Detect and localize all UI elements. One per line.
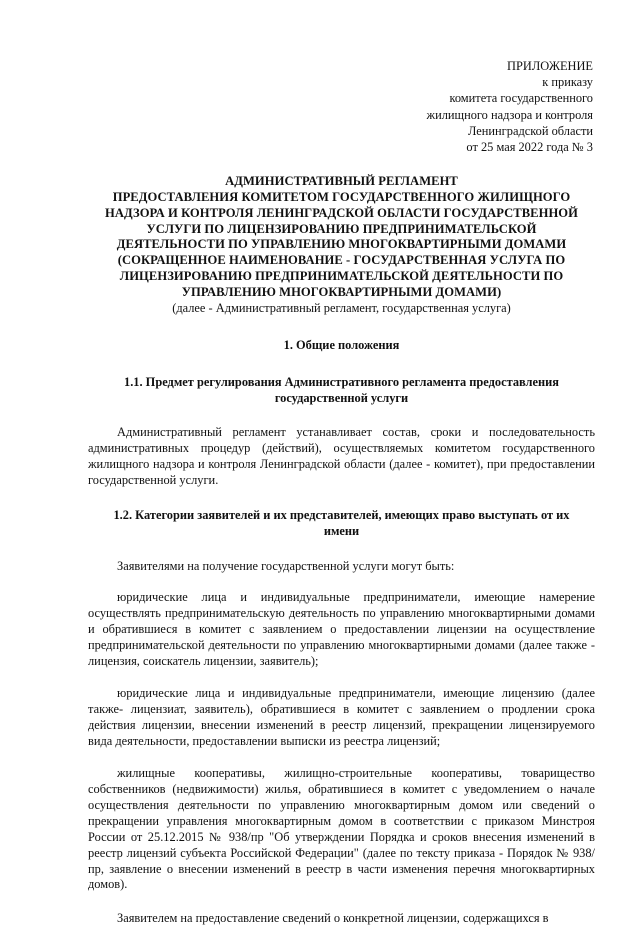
appendix-line: от 25 мая 2022 года № 3 [466,140,593,155]
heading-line: имени [323,524,360,539]
appendix-line: Ленинградской области [467,123,593,138]
appendix-line: жилищного надзора и контроля [426,107,593,122]
body-paragraph: жилищные кооперативы, жилищно-строительные кооперативы, товарищество собственников (недвижимости) жилья, обратившиеся в комитет с уведомлением о начале осуществления деятельности по управлению многоквартирным домом или сведений о прекращении управления многоквартирным домом в соответствии с приказом Минстроя России от 25.12.2015 № 938/пр "Об утверждении Порядка и сроков внесения изменений в реестр лицензий субъекта Российской Федерации" (далее по тексту приказа - Порядок № 938/пр, заявление о внесении изменений в реестр в части изменения перечня многоквартирных домов). [88,766,595,892]
title-line: УПРАВЛЕНИЮ МНОГОКВАРТИРНЫМИ ДОМАМИ) [181,284,502,299]
title-line: ЛИЦЕНЗИРОВАНИЮ ПРЕДПРИНИМАТЕЛЬСКОЙ ДЕЯТЕЛЬНОСТИ ПО [119,269,564,283]
appendix-block [88,58,595,155]
title-line: УСЛУГИ ПО ЛИЦЕНЗИРОВАНИЮ ПРЕДПРИНИМАТЕЛЬСКОЙ [146,221,537,236]
section-1-heading: 1. Общие положения [283,338,400,353]
appendix-line: комитета государственного [449,91,593,106]
title-line: НАДЗОРА И КОНТРОЛЯ ЛЕНИНГРАДСКОЙ ОБЛАСТИ ГОСУДАРСТВЕННОЙ [104,205,578,220]
regulation-title [88,174,595,300]
heading-line: 1.2. Категории заявителей и их представителей, имеющих право выступать от их [113,508,570,523]
section-1-2-heading [88,508,595,540]
body-paragraph: Заявителем на предоставление сведений о конкретной лицензии, содержащихся в [117,911,549,926]
section-1-1-heading [88,375,595,407]
title-line: ПРЕДОСТАВЛЕНИЯ КОМИТЕТОМ ГОСУДАРСТВЕННОГО ЖИЛИЩНОГО [112,190,571,205]
heading-line: государственной услуги [274,390,409,405]
appendix-line: к приказу [542,75,593,90]
body-paragraph: Заявителями на получение государственной услуги могут быть: [117,559,455,573]
heading-line: 1.1. Предмет регулирования Административного регламента предоставления [124,375,559,390]
title-line: ДЕЯТЕЛЬНОСТИ ПО УПРАВЛЕНИЮ МНОГОКВАРТИРНЫМИ ДОМАМИ [116,237,567,252]
body-paragraph: юридические лица и индивидуальные предприниматели, имеющие лицензию (далее также- лицензиат, заявитель), обратившиеся в комитет с заявлением о продлении срока действия лицензии, внесении изменений в реестр лицензий, прекращении лицензируемого вида деятельности, предоставлении выписки из реестра лицензий; [88,686,595,749]
body-paragraph: юридические лица и индивидуальные предприниматели, имеющие намерение осуществлять предпринимательскую деятельность по управлению многоквартирными домами и обратившиеся в комитет с заявлением о предоставлении лицензии на осуществление предпринимательской деятельности по управлению многоквартирными домами (далее также - лицензия, соискатель лицензии, заявитель); [88,589,595,668]
section-1-1-paragraph: Административный регламент устанавливает состав, сроки и последовательность административных процедур (действий), осуществляемых комитетом государственного жилищного надзора и контроля Ленинградской области (далее - комитет), при предоставлении государственной услуги. [88,424,595,487]
title-line: (СОКРАЩЕННОЕ НАИМЕНОВАНИЕ - ГОСУДАРСТВЕННАЯ УСЛУГА ПО [117,253,566,268]
title-line: АДМИНИСТРАТИВНЫЙ РЕГЛАМЕНТ [225,174,458,189]
appendix-line: ПРИЛОЖЕНИЕ [507,59,593,73]
regulation-subtitle: (далее - Административный регламент, государственная услуга) [172,300,511,315]
